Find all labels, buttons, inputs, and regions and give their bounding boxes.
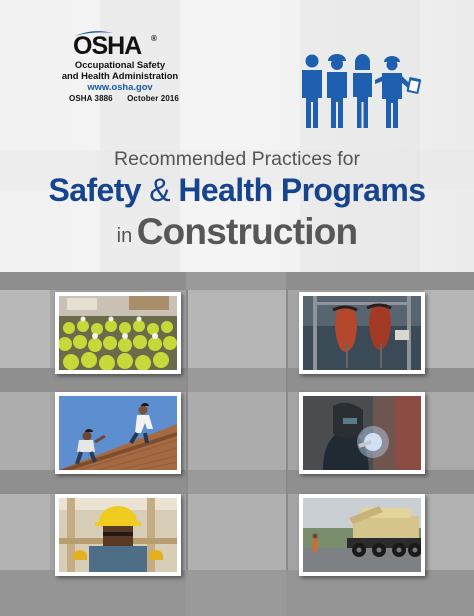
workers-crowd-photo: [55, 292, 181, 374]
carpenter-hardhat-photo: [55, 494, 181, 576]
title-health-programs: Health Programs: [178, 172, 426, 208]
roofers-photo: [55, 392, 181, 474]
publication-date: October 2016: [127, 94, 179, 103]
title-construction: Construction: [136, 211, 358, 252]
cover-header: [0, 0, 474, 272]
harness-equipment-photo: [299, 292, 425, 374]
osha-logo-text: OSHA: [73, 32, 142, 60]
title-in: in: [116, 225, 133, 247]
title-line-2: [0, 172, 474, 209]
agency-name: [60, 59, 180, 92]
publication-number: OSHA 3886: [69, 94, 113, 103]
construction-workers-icon: [300, 52, 422, 130]
title-line-3: [0, 211, 474, 253]
osha-logo: [73, 30, 157, 60]
photo-grid: [0, 272, 474, 616]
agency-url[interactable]: www.osha.gov: [87, 81, 153, 92]
title-ampersand: &: [149, 172, 171, 208]
agency-line-1: Occupational Safety: [74, 59, 166, 70]
agency-line-2: and Health Administration: [61, 70, 179, 81]
publication-info: [69, 94, 179, 103]
title-line-1: Recommended Practices for: [113, 148, 361, 170]
registered-mark: ®: [151, 34, 157, 43]
crane-truck-photo: [299, 494, 425, 576]
welder-photo: [299, 392, 425, 474]
title-safety: Safety: [48, 172, 141, 208]
